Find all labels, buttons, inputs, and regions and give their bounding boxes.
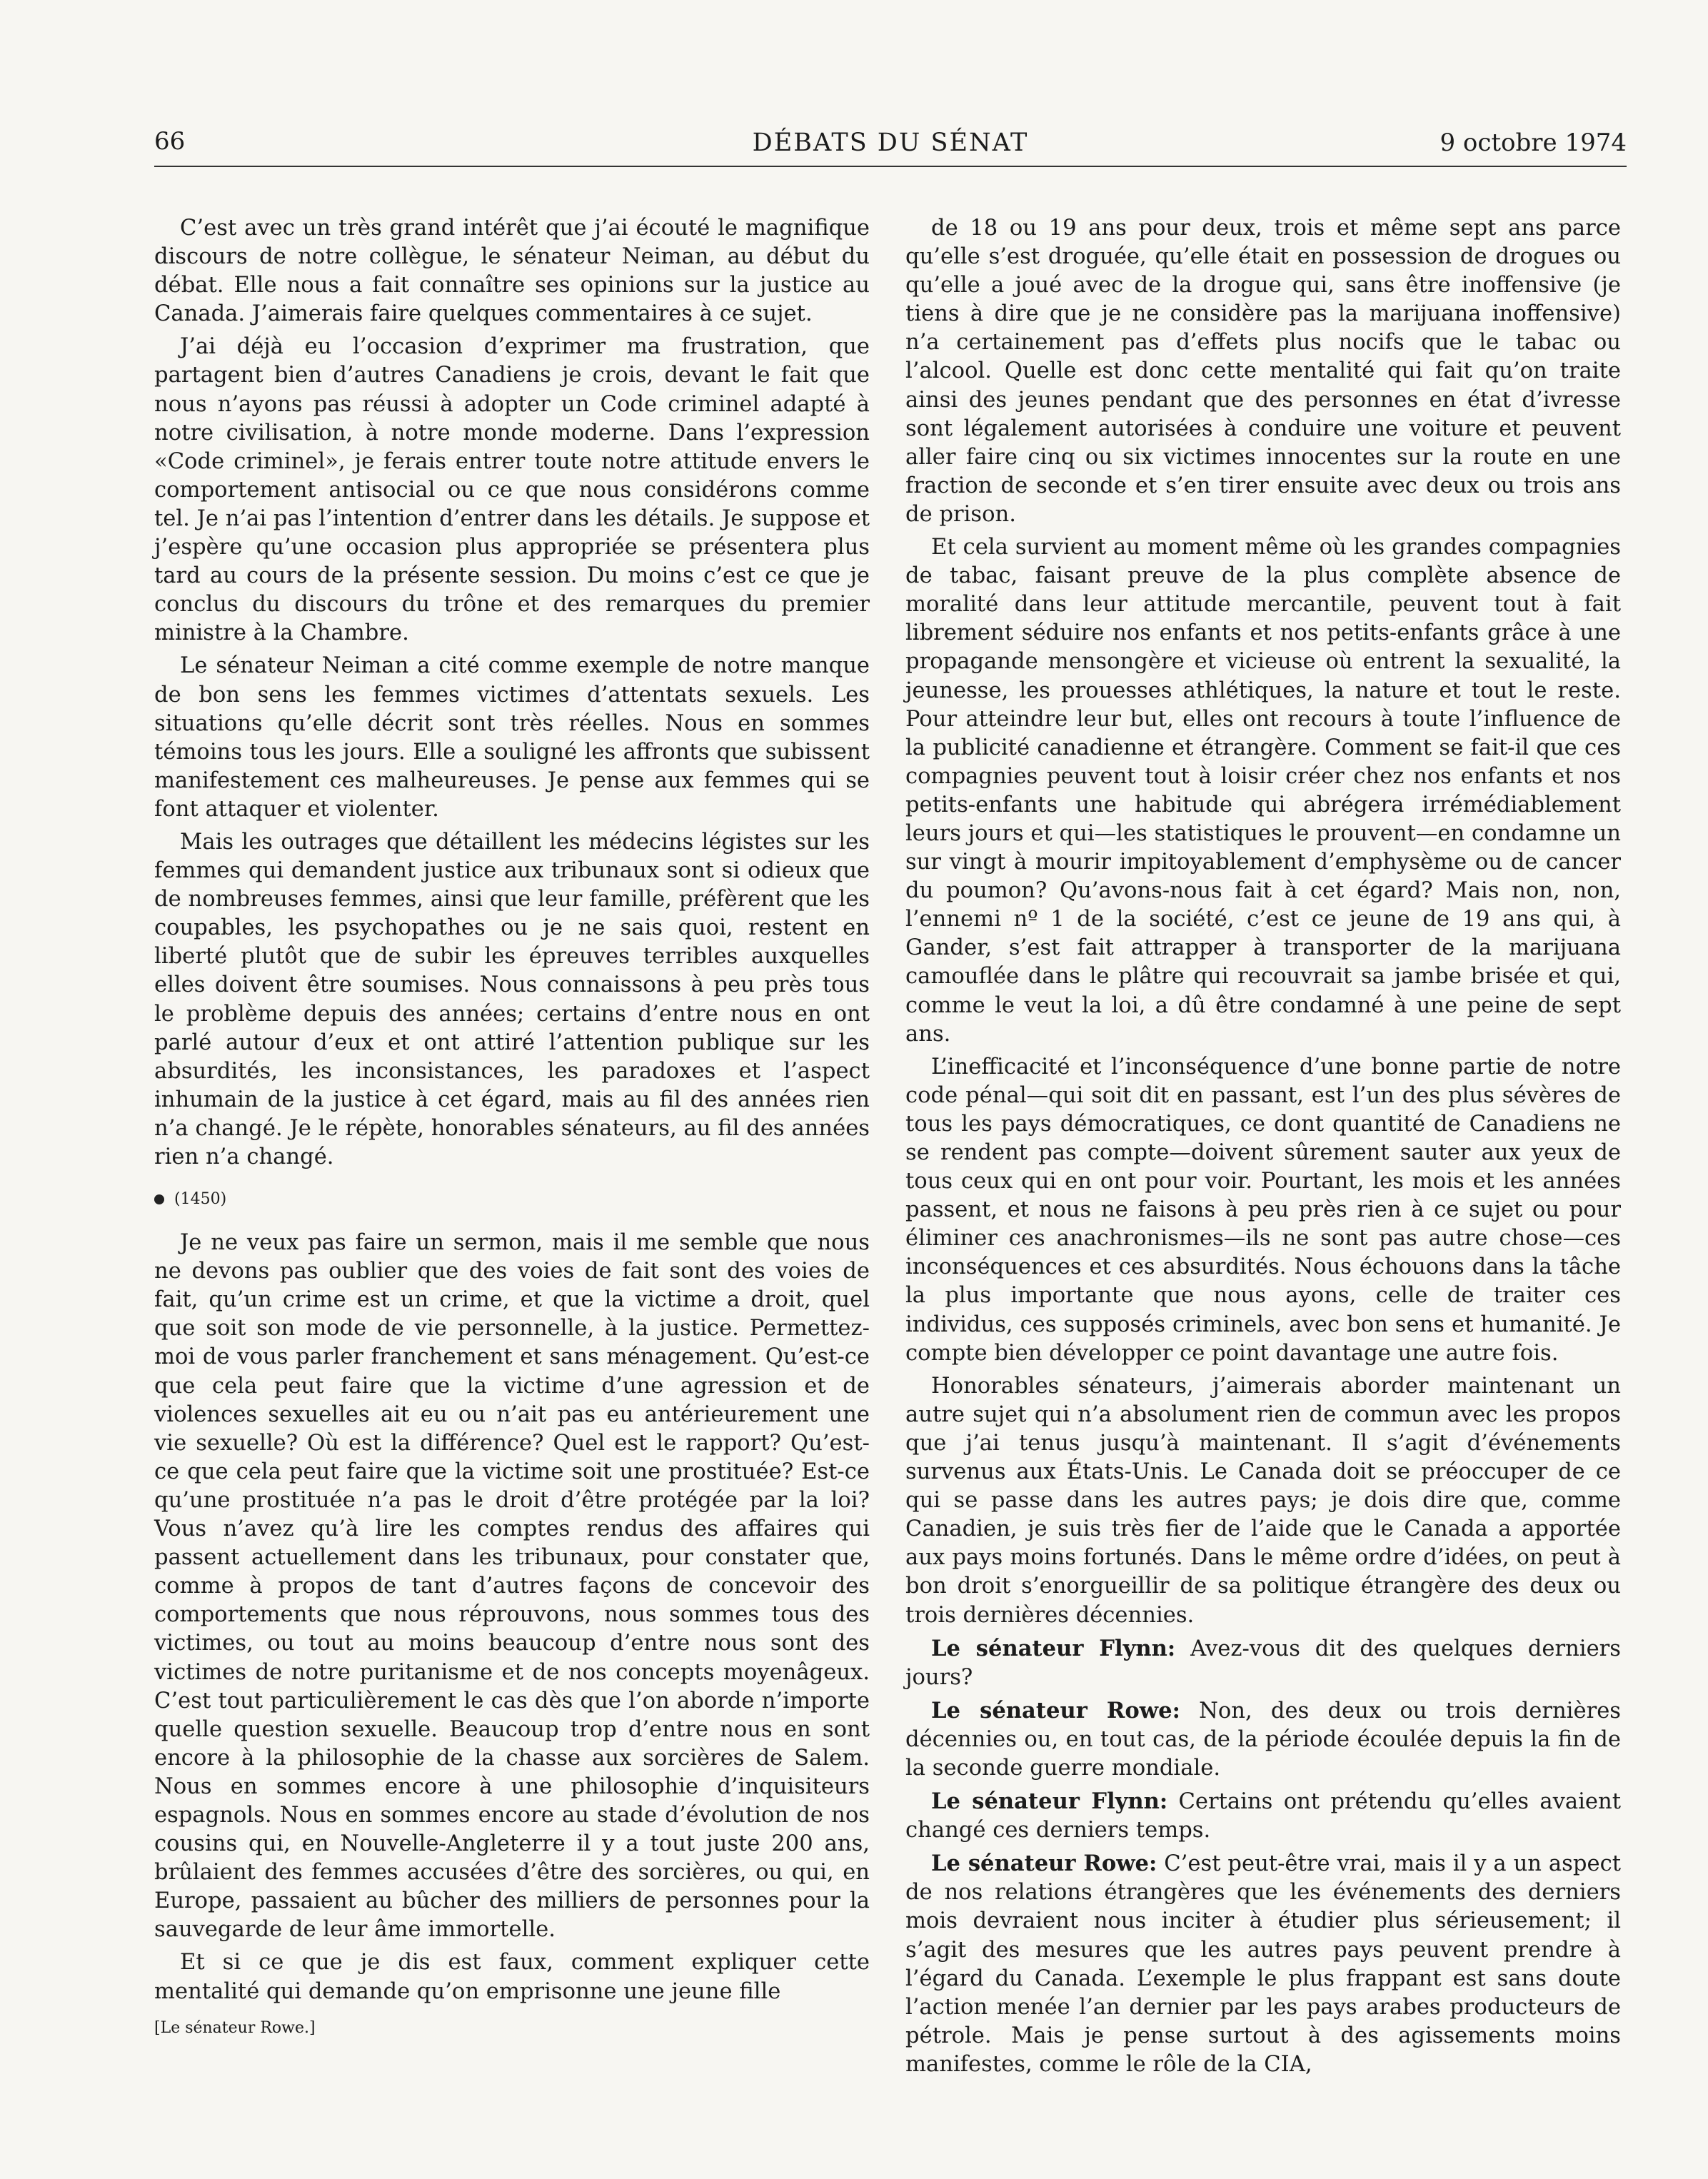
page-number: 66 [154, 127, 186, 156]
paragraph: Et si ce que je dis est faux, comment expliquer cette mentalité qui demande qu’on emprisonne une jeune fille [154, 1950, 870, 2004]
bullet-icon [154, 1194, 164, 1204]
speaker-name: Le sénateur Flynn: [931, 1635, 1176, 1661]
paragraph: Mais les outrages que détaillent les médecins légistes sur les femmes qui demandent justice aux tribunaux sont si odieux que de nombreuses femmes, ainsi que leur famille, préfèrent que les coupables, les psychopathes ou je ne sais quoi, restent en liberté plutôt que de subir les épreuves terribles auxquelles elles doivent être soumises. Nous connaissons à peu près tous le problème depuis des années; certains d’entre nous en ont parlé autour d’eux et ont attiré l’attention publique sur les absurdités, les inconsistances, les paradoxes et l’aspect inhumain de la justice à cet égard, mais au fil des années rien n’a changé. Je le répète, honorables sénateurs, au fil des années rien n’a changé. [154, 829, 870, 1169]
page-header [154, 123, 1627, 168]
paragraph: J’ai déjà eu l’occasion d’exprimer ma frustration, que partagent bien d’autres Canadiens je crois, devant le fait que nous n’ayons pas réussi à adopter un Code criminel adapté à notre civilisation, à notre monde moderne. Dans l’expression «Code criminel», je ferais entrer toute notre attitude envers le comportement antisocial ou ce que nous considérons comme tel. Je n’ai pas l’intention d’entrer dans les détails. Je suppose et j’espère qu’une occasion plus appropriée se présentera plus tard au cours de la présente session. Du moins c’est ce que je conclus du discours du trône et des remarques du premier ministre à la Chambre. [154, 334, 870, 646]
paragraph: Et cela survient au moment même où les grandes compagnies de tabac, faisant preuve de la plus complète absence de moralité dans leur attitude mercantile, peuvent tout à fait librement séduire nos enfants et nos petits-enfants grâce à une propagande mensongère et vicieuse où entrent la sexualité, la jeunesse, les prouesses athlétiques, la nature et tout le reste. Pour atteindre leur but, elles ont recours à toute l’influence de la publicité canadienne et étrangère. Comment se fait-il que ces compagnies peuvent tout à loisir créer chez nos enfants et nos petits-enfants une habitude qui abrégera irrémédiablement leurs jours et qui—les statistiques le prouvent—en condamne un sur vingt à mourir impitoyablement d’emphysème ou de cancer du poumon? Qu’avons-nous fait à cet égard? Mais non, non, l’ennemi nº 1 de la société, c’est ce jeune de 19 ans qui, à Gander, s’est fait attrapper à transporter de la marijuana camouflée dans le plâtre qui recouvrait sa jambe brisée et qui, comme le veut la loi, a dû être condamné à une peine de sept ans. [905, 535, 1621, 1047]
paragraph: L’inefficacité et l’inconséquence d’une bonne partie de notre code pénal—qui soit dit en passant, est l’un des plus sévères de tous les pays démocratiques, ce dont quantité de Canadiens ne se rendent pas compte—doivent sûrement sauter aux yeux de tous ceux qui en ont pour voir. Pourtant, les mois et les années passent, et nous ne faisons à peu près rien à ce sujet ou pour éliminer ces anachronismes—ils ne sont pas autre chose—ces inconséquences et ces absurdités. Nous échouons dans la tâche la plus importante que nous ayons, celle de traiter ces individus, ces supposés criminels, avec bon sens et humanité. Je compte bien développer ce point davantage une autre fois. [905, 1054, 1621, 1366]
speech-text: Certains ont prétendu qu’elles avaient changé ces derniers temps. [905, 1789, 1621, 1843]
exchange-paragraph [905, 1696, 1621, 1783]
right-column [905, 214, 1621, 2083]
paragraph: Je ne veux pas faire un sermon, mais il me semble que nous ne devons pas oublier que des voies de fait sont des voies de fait, qu’un crime est un crime, et que la victime a droit, quel que soit son mode de vie personnelle, à la justice. Permettez-moi de vous parler franchement et sans ménagement. Qu’est-ce que cela peut faire que la victime d’une agression et de violences sexuelles ait eu ou n’ait pas eu antérieurement une vie sexuelle? Où est la différence? Quel est le rapport? Qu’est-ce que cela peut faire que la victime soit une prostituée? Est-ce qu’une prostituée n’a pas le droit d’être protégée par la loi? Vous n’avez qu’à lire les comptes rendus des affaires qui passent actuellement dans les tribunaux, pour constater que, comme à propos de tant d’autres façons de concevoir des comportements que nous réprouvons, nous sommes tous des victimes, ou tout au moins beaucoup d’entre nous sont des victimes de notre puritanisme et de nos concepts moyenâgeux. C’est tout particulièrement le cas dès que l’on aborde n’importe quelle question sexuelle. Beaucoup trop d’entre nous en sont encore à la philosophie de la chasse aux sorcières de Salem. Nous en sommes encore à une philosophie d’inquisiteurs espagnols. Nous en sommes encore au stade d’évolution de nos cousins qui, en Nouvelle-Angleterre il y a tout juste 200 ans, brûlaient des femmes accusées d’être des sorcières, ou qui, en Europe, passaient au bûcher des milliers de personnes pour la sauvegarde de leur âme immortelle. [154, 1230, 870, 1943]
publication-date: 9 octobre 1974 [1440, 129, 1627, 157]
speech-text: Non, des deux ou trois dernières décennies ou, en tout cas, de la période écoulée depuis la fin de la seconde guerre mondiale. [905, 1698, 1621, 1781]
time-marker [154, 1189, 870, 1210]
exchange-paragraph [905, 1634, 1621, 1692]
paragraph: Honorables sénateurs, j’aimerais aborder maintenant un autre sujet qui n’a absolument rien de commun avec les propos que j’ai tenus jusqu’à maintenant. Il s’agit d’événements survenus aux États-Unis. Le Canada doit se préoccuper de ce qui se passe dans les autres pays; je dois dire que, comme Canadien, je suis très fier de l’aide que le Canada a apportée aux pays moins fortunés. Dans le même ordre d’idées, on peut à bon droit s’enorgueillir de sa politique étrangère des deux ou trois dernières décennies. [905, 1373, 1621, 1628]
header-rule [154, 166, 1627, 167]
speech-text: C’est peut-être vrai, mais il y a un aspect de nos relations étrangères que les événements des derniers mois devraient nous inciter à étudier plus sérieusement; il s’agit des mesures que les autres pays peuvent prendre à l’égard du Canada. L’exemple le plus frappant est sans doute l’action menée l’an dernier par les pays arabes producteurs de pétrole. Mais je pense surtout à des agissements moins manifestes, comme le rôle de la CIA, [905, 1851, 1621, 2077]
speech-text: Avez-vous dit des quelques derniers jours? [905, 1636, 1621, 1690]
speaker-name: Le sénateur Rowe: [931, 1697, 1180, 1723]
speaker-name: Le sénateur Flynn: [931, 1788, 1168, 1815]
exchange-paragraph [905, 1787, 1621, 1845]
paragraph: C’est avec un très grand intérêt que j’ai écouté le magnifique discours de notre collègue, le sénateur Neiman, au début du débat. Elle nous a fait connaître ses opinions sur la justice au Canada. J’aimerais faire quelques commentaires à ce sujet. [154, 216, 870, 327]
paragraph: Le sénateur Neiman a cité comme exemple de notre manque de bon sens les femmes victimes d’attentats sexuels. Les situations qu’elle décrit sont très réelles. Nous en sommes témoins tous les jours. Elle a souligné les affronts que subissent manifestement ces malheureuses. Je pense aux femmes qui se font attaquer et violenter. [154, 653, 870, 822]
left-column [154, 214, 870, 2039]
footnote: [Le sénateur Rowe.] [154, 2018, 316, 2037]
paragraph: de 18 ou 19 ans pour deux, trois et même sept ans parce qu’elle s’est droguée, qu’elle était en possession de drogues ou qu’elle a joué avec de la drogue qui, sans être inoffensive (je tiens à dire que je ne considère pas la marijuana inoffensive) n’a certainement pas d’effets plus nocifs que le tabac ou l’alcool. Quelle est donc cette mentalité qui fait qu’on traite ainsi des jeunes pendant que des personnes en état d’ivresse sont légalement autorisées à conduire une voiture et peuvent aller faire cinq ou six victimes innocentes sur la route en une fraction de seconde et s’en tirer ensuite avec deux ou trois ans de prison. [905, 216, 1621, 527]
publication-title: DÉBATS DU SÉNAT [752, 129, 1029, 157]
time-marker-label: (1450) [174, 1190, 227, 1209]
exchange-paragraph [905, 1849, 1621, 2079]
speaker-name: Le sénateur Rowe: [931, 1851, 1157, 1877]
